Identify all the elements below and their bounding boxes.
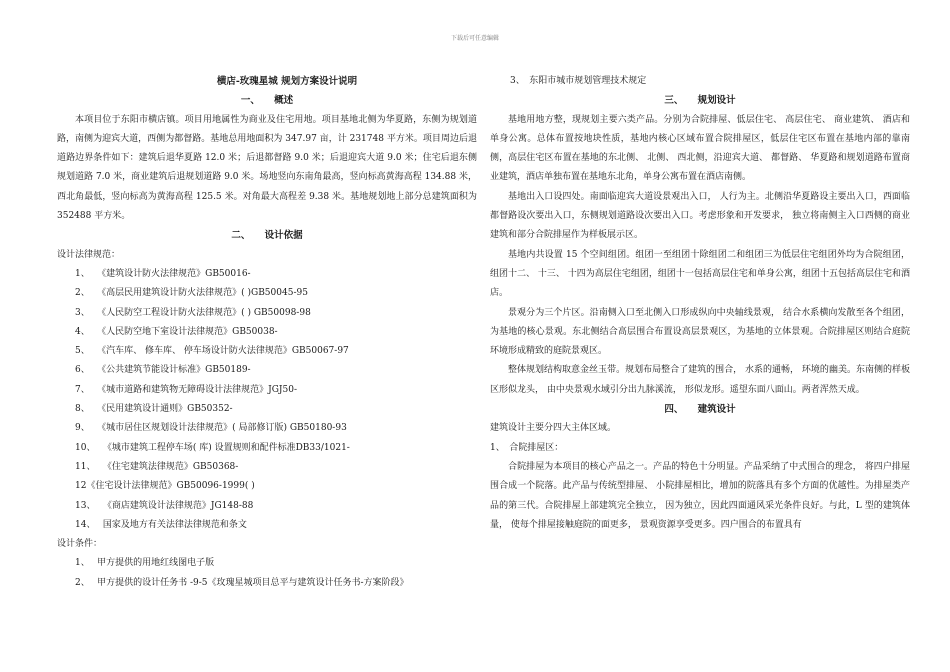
planning-paragraph: 基地出入口设四处。南面临迎宾大道设景观出入口， 人行为主。北侧沿华夏路设主要出入口，西面临都督路设次要出入口，东侧规划道路设次要出入口。考虑形象和开发要求， 独立将南侧主入口西侧的商业建筑和部分合院排屋作为样板展示区。 [490,191,910,241]
section-heading-planning: 三、 规划设计 [664,95,736,107]
law-item: 4、 《人民防空地下室设计法律规范》GB50038- [75,326,278,337]
law-item: 13、 《商店建筑设计法律规范》JG148-88 [75,500,254,511]
law-item: 9、 《城市居住区规划设计法律规范》( 局部修订版) GB50180-93 [75,423,347,434]
planning-paragraph: 整体规划结构取意金丝玉带。规划布局整合了建筑的围合， 水系的通畅， 环境的幽美。东南侧的样板区形似龙头， 由中央景观水域引分出九脉溪流， 形似龙形。遥望东面八面山。两者浑然天成。 [490,365,910,395]
law-item: 7、 《城市道路和建筑物无障碍设计法律规范》JGJ50- [75,384,298,395]
law-item: 1、 《建筑设计防火法律规范》GB50016- [75,268,251,279]
section-heading-basis: 二、 设计依据 [231,230,303,242]
reference-item-3: 3、 东阳市城市规划管理技术规定 [510,76,647,86]
law-item: 11、 《住宅建筑法律规范》GB50368- [75,461,239,472]
header-note: 下载后可任意编辑 [450,35,499,42]
section-heading-overview: 一、 概述 [240,95,294,107]
laws-title: 设计法律规范： [57,249,121,260]
courtyard-paragraph: 合院排屋为本项目的核心产品之一。产品的特色十分明显。产品采纳了中式围合的理念， 将四户排屋围合成一个院落。此产品与传统型排屋、 小院排屋相比，增加的院落具有多个方面的优越性。为排屋类产品的第三代。合院排屋上部建筑完全独立， 因为独立，因此四面通风采光条件良好。与此，L 型的建筑体量， 使每个排屋接触庭院的面更多， 景观资源享受更多。四户围合的布置具有 [490,461,910,530]
left-column [57,72,477,593]
courtyard-subheading: 1、 合院排屋区： [490,442,564,453]
condition-item: 2、 甲方提供的设计任务书 -9-5《玫瑰星城项目总平与建筑设计任务书-方案阶段》 [75,577,409,588]
law-item: 2、 《高层民用建筑设计防火法律规范》( )GB50045-95 [75,288,308,299]
document-title: 横店-玫瑰星城 规划方案设计说明 [216,76,358,87]
conditions-title: 设计条件： [57,539,103,550]
law-item: 12《住宅设计法律规范》GB50096-1999( ) [75,481,255,492]
planning-paragraph: 景观分为三个片区。沿南侧入口至北侧入口形成纵向中央轴线景观， 结合水系横向发散至各个组团，为基地的核心景观。东北侧结合高层围合布置设高层景观区，为基地的立体景观。合院排屋区则结合庭院环境形成精致的庭院景观区。 [490,307,910,357]
section-heading-architecture: 四、 建筑设计 [664,404,736,416]
overview-paragraph: 本项目位于东阳市横店镇。项目用地属性为商业及住宅用地。项目基地北侧为华夏路，东侧为规划道路，南侧为迎宾大道，西侧为都督路。基地总用地面积为 347.97 亩，计 231748 平方米。项目周边后退道路边界条件如下：建筑后退华夏路 12.0 米；后退都督路 9.0 米；后退迎宾大道 9.0 米；住宅后退东侧规划道路 7.0 米，商业建筑后退规划道路 9.0 米。场地竖向东南角最高，竖向标高黄海高程 134.88 米，西北角最低，竖向标高为黄海高程 125.5 米。对角最大高程差 9.38 米。基地规划地上部分总建筑面积为 352488 平方米。 [57,114,477,222]
law-item: 8、 《民用建筑设计通则》GB50352- [75,404,233,415]
law-item: 10、 《城市建筑工程停车场( 库) 设置规则和配件标准DB33/1021- [75,442,350,453]
right-column [490,72,910,535]
law-item: 5、 《汽车库、 修车库、 停车场设计防火法律规范》GB50067-97 [75,346,349,357]
condition-item: 1、 甲方提供的用地红线图电子版 [75,558,215,569]
planning-paragraph: 基地内共设置 15 个空间组团。组团一至组团十除组团二和组团三为低层住宅组团外均为合院组团，组团十二、 十三、 十四为高层住宅组团，组团十一包括高层住宅和单身公寓，组团十五包括高层住宅和酒店。 [490,249,910,299]
planning-paragraph: 基地用地方整，现规划主要六类产品。分别为合院排屋、低层住宅、 高层住宅、 商业建筑、 酒店和单身公寓。总体布置按地块性质，基地内核心区域布置合院排屋区，低层住宅区布置在基地内部的靠南侧，高层住宅区布置在基地的东北侧、 北侧、 西北侧，沿迎宾大道、 都督路、 华夏路和规划道路布置商业建筑，酒店单独布置在基地东北角，单身公寓布置在酒店南侧。 [490,114,910,183]
law-item: 14、 国家及地方有关法律法律规范和条文 [75,519,247,530]
law-item: 3、 《人民防空工程设计防火法律规范》( ) GB50098-98 [75,307,311,318]
law-item: 6、 《公共建筑节能设计标准》GB50189- [75,365,251,376]
architecture-intro: 建筑设计主要分四大主体区域。 [490,423,617,434]
